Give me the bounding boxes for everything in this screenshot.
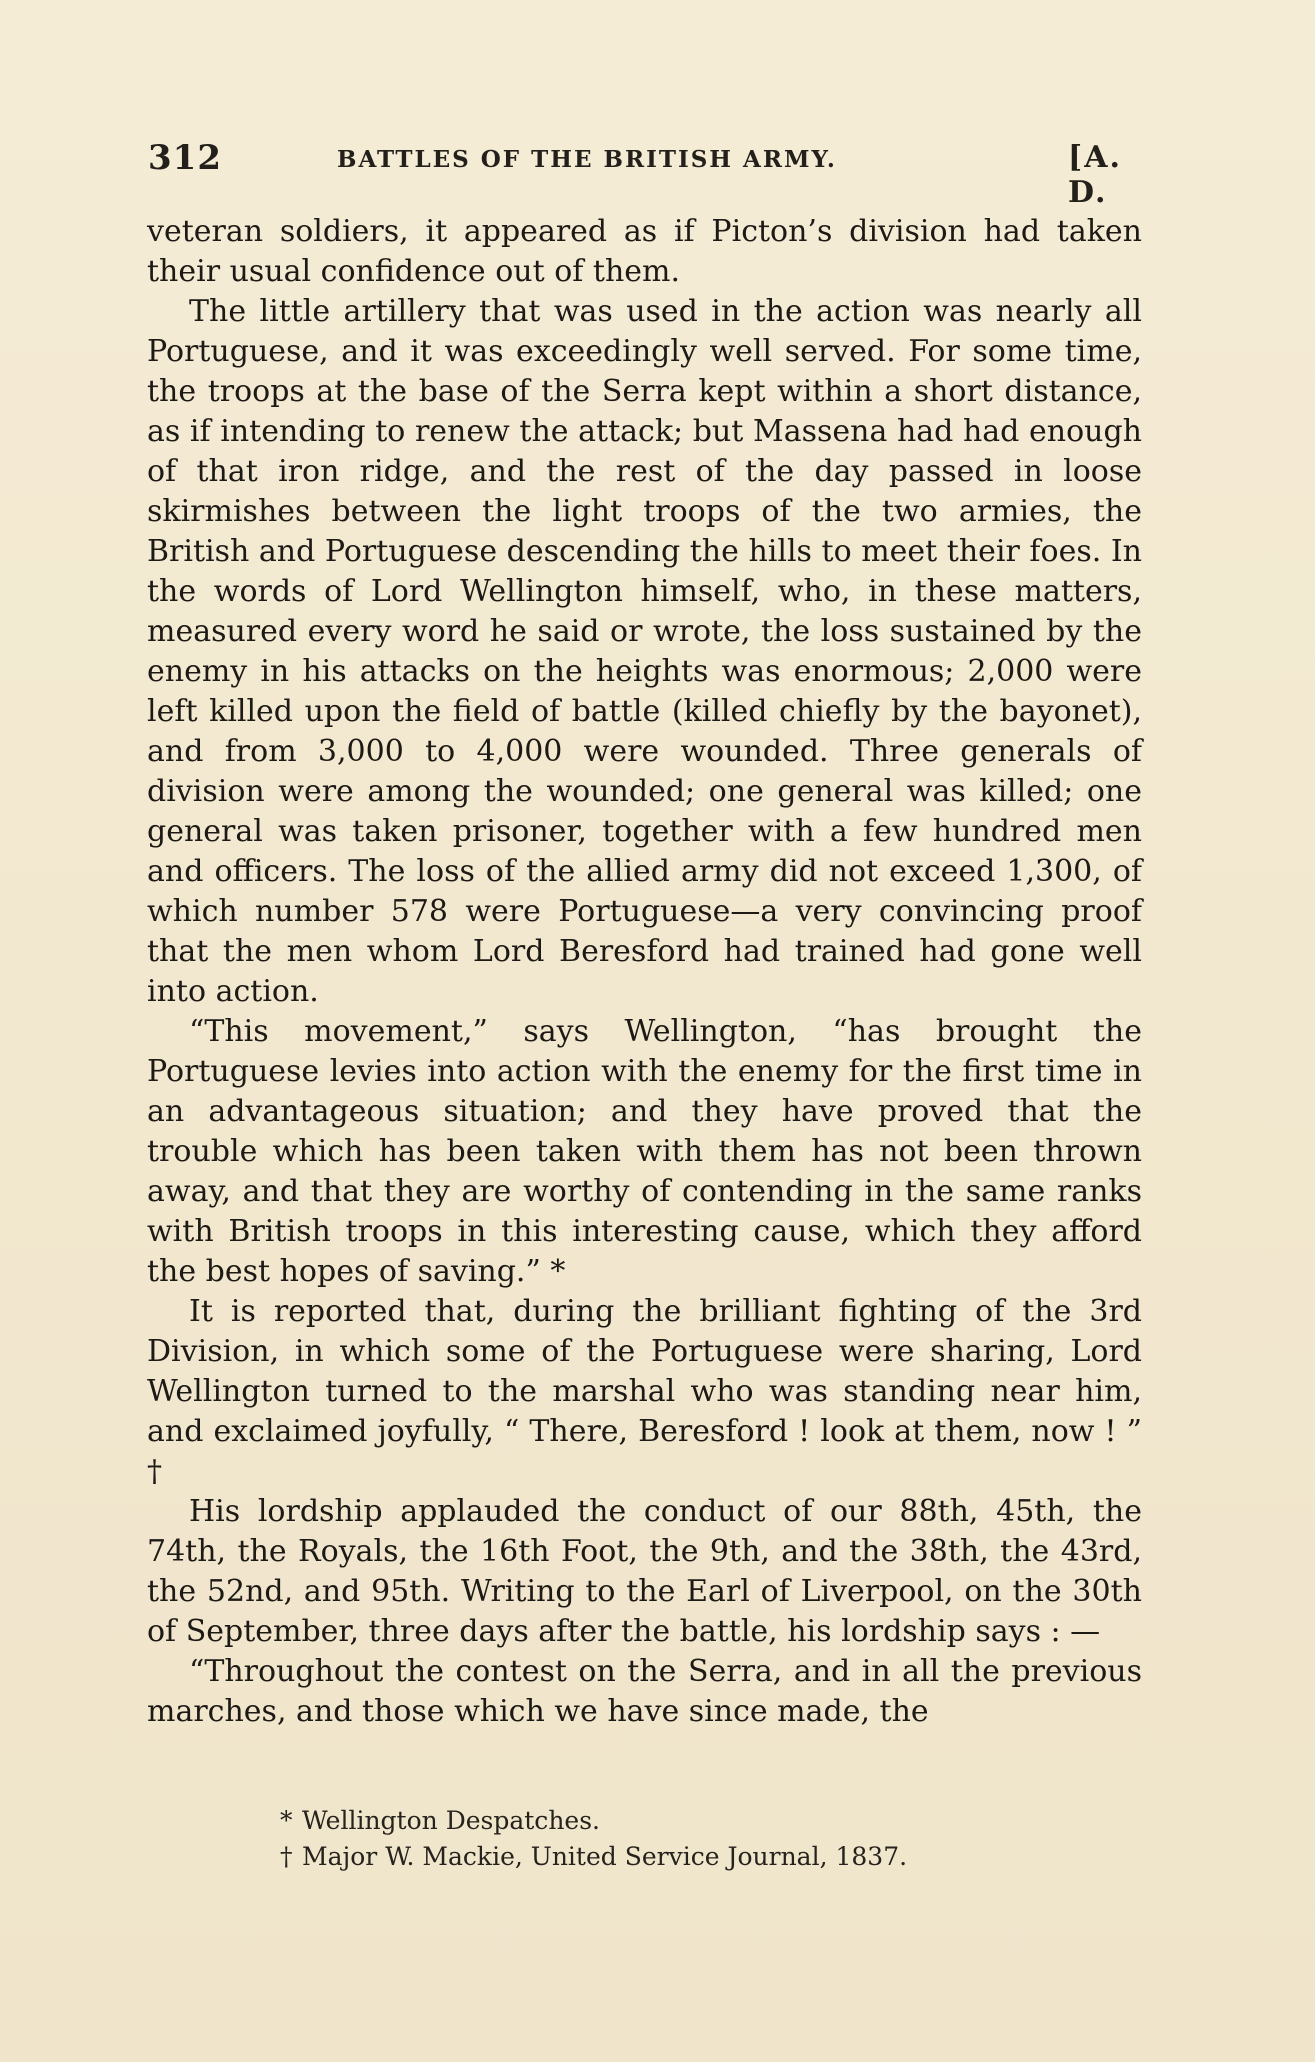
footnote-marker: † [280, 1842, 293, 1871]
paragraph-artillery: The little artillery that was used in the action was nearly all Portuguese, and it was exceedingly well served. For some time, the troops at the base of the Serra kept within a short distance, as if intending to renew the attack; but Massena had had enough of that iron ridge, and the rest of the day passed in loose skirmishes between the light troops of the two armies, the British and Portuguese descending the hills to meet their foes. In the words of Lord Wellington himself, who, in these matters, measured every word he said or wrote, the loss sustained by the enemy in his attacks on the heights was enormous; 2,000 were left killed upon the field of battle (killed chiefly by the bayonet), and from 3,000 to 4,000 were wounded. Three generals of division were among the wounded; one general was killed; one general was taken prisoner, together with a few hundred men and officers. The loss of the allied army did not exceed 1,300, of which number 578 were Portuguese—a very convincing proof that the men whom Lord Beresford had trained had gone well into action. [147, 294, 1142, 1009]
page-number: 312 [148, 138, 222, 178]
footnote [280, 1839, 1140, 1875]
paragraph-wellington-quote: “This movement,” says Wellington, “has brought the Portuguese levies into action with the enemy for the first time in an advantageous situation; and they have proved that the trouble which has been taken with them has not been thrown away, and that they are worthy of contending in the same ranks with British troops in this interesting cause, which they afford the best hopes of saving.” * [147, 1014, 1142, 1289]
footnotes [280, 1803, 1140, 1875]
body-text [147, 212, 1142, 1732]
footnote-marker: * [280, 1806, 293, 1835]
running-title: BATTLES OF THE BRITISH ARMY. [337, 146, 837, 173]
paragraph-beresford-anecdote: It is reported that, during the brilliant fighting of the 3rd Division, in which some of the Portuguese were sharing, Lord Wellington turned to the marshal who was standing near him, and exclaimed joyfully, “ There, Beresford ! look at them, now ! ” † [147, 1294, 1142, 1489]
footnote-text: Wellington Despatches. [302, 1806, 600, 1835]
paragraph-continued: veteran soldiers, it appeared as if Picton’s division had taken their usual confidence out of them. [147, 214, 1142, 289]
footnote [280, 1803, 1140, 1839]
paragraph-dispatch-quote: “Throughout the contest on the Serra, and in all the previous marches, and those which we have since made, the [147, 1654, 1142, 1729]
footnote-text: Major W. Mackie, United Service Journal, 1837. [302, 1842, 908, 1871]
header-era-marker: [A. D. [1068, 140, 1122, 210]
page-header [148, 138, 1148, 210]
paragraph-regiments: His lordship applauded the conduct of our 88th, 45th, the 74th, the Royals, the 16th Foot, the 9th, and the 38th, the 43rd, the 52nd, and 95th. Writing to the Earl of Liverpool, on the 30th of September, three days after the battle, his lordship says : — [147, 1494, 1142, 1649]
